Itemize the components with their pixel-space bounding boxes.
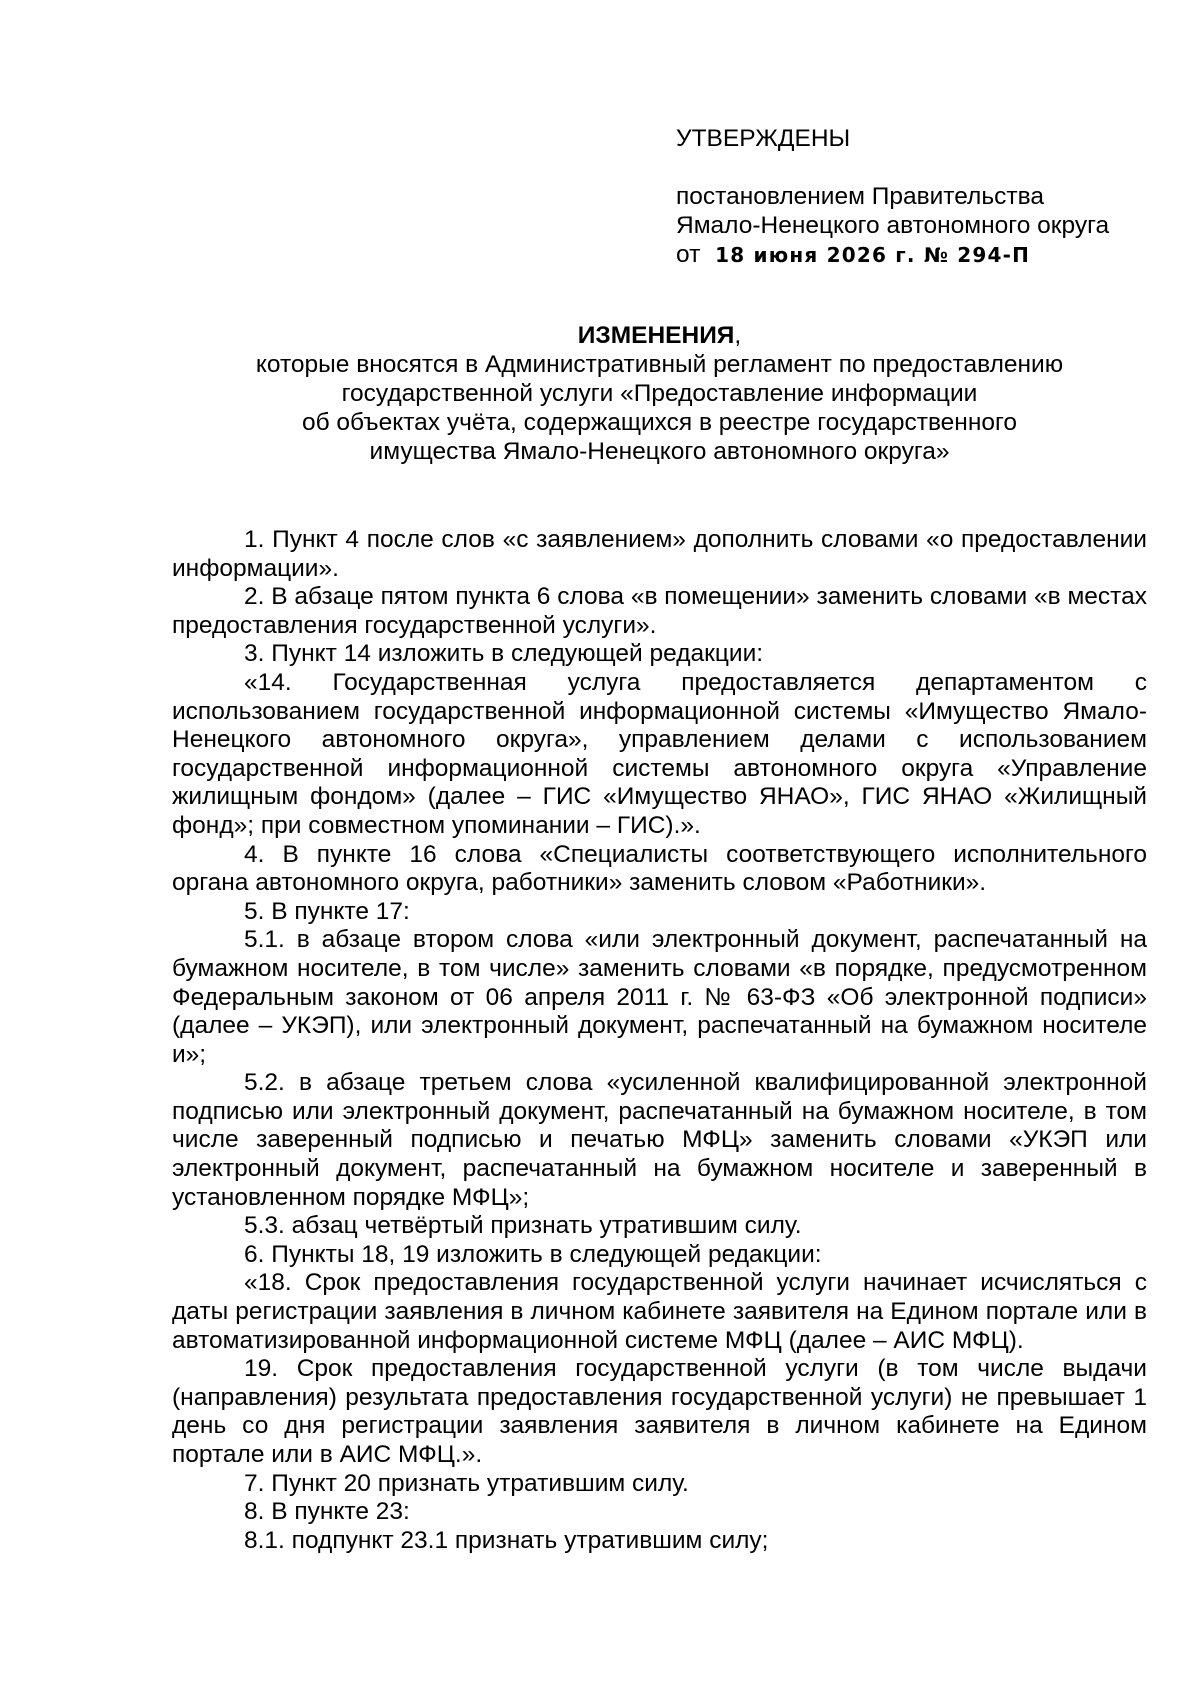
paragraph-1: 1. Пункт 4 после слов «с заявлением» дополнить словами «о предоставлении информации». bbox=[172, 526, 1147, 582]
decree-line-2: Ямало-Ненецкого автономного округа bbox=[676, 212, 1110, 239]
document-body bbox=[172, 526, 1147, 1555]
heading-title: ИЗМЕНЕНИЯ bbox=[577, 322, 735, 349]
paragraph-15: 8.1. подпункт 23.1 признать утратившим силу; bbox=[244, 1526, 769, 1554]
heading-line-1: которые вносятся в Административный регламент по предоставлению bbox=[255, 351, 1064, 378]
approval-stamp: УТВЕРЖДЕНЫ bbox=[676, 125, 851, 152]
heading-title-suffix: , bbox=[734, 322, 742, 349]
paragraph-7: 5.1. в абзаце втором слова «или электронный документ, распечатанный на бумажном носителе, в том числе» заменить словами «в порядке, предусмотренном Федеральным законом от 06 апреля 2011 г. № 63-ФЗ «Об электронной подписи» (далее – УКЭП), или электронный документ, распечатанный на бумажном носителе и»; bbox=[172, 926, 1147, 1068]
decree-date-line bbox=[676, 240, 1156, 270]
paragraph-2: 2. В абзаце пятом пункта 6 слова «в помещении» заменить словами «в местах предоставления государственной услуги». bbox=[172, 583, 1147, 639]
paragraph-4: «14. Государственная услуга предоставляется департаментом с использованием государственной информационной системы «Имущество Ямало-Ненецкого автономного округа», управлением делами с использованием государственной информационной системы автономного округа «Управление жилищным фондом» (далее – ГИС «Имущество ЯНАО», ГИС ЯНАО «Жилищный фонд»; при совместном упоминании – ГИС).». bbox=[172, 668, 1147, 839]
heading-title-line bbox=[172, 321, 1147, 350]
document-heading bbox=[172, 321, 1147, 466]
paragraph-9: 5.3. абзац четвёртый признать утратившим силу. bbox=[244, 1212, 802, 1240]
heading-line-2: государственной услуги «Предоставление информации bbox=[341, 380, 978, 407]
paragraph-13: 7. Пункт 20 признать утратившим силу. bbox=[244, 1469, 689, 1497]
paragraph-3: 3. Пункт 14 изложить в следующей редакции: bbox=[244, 640, 764, 668]
paragraph-11: «18. Срок предоставления государственной услуги начинает исчисляться с даты регистрации заявления в личном кабинете заявителя на Едином портале или в автоматизированной информационной системе МФЦ (далее – АИС МФЦ). bbox=[172, 1269, 1147, 1354]
decree-line-1: постановлением Правительства bbox=[676, 183, 1044, 210]
heading-line-3: об объектах учёта, содержащихся в реестре государственного bbox=[301, 409, 1018, 436]
paragraph-10: 6. Пункты 18, 19 изложить в следующей редакции: bbox=[244, 1240, 822, 1268]
heading-line-4: имущества Ямало-Ненецкого автономного округа» bbox=[369, 438, 950, 465]
date-prefix: от bbox=[676, 241, 701, 268]
approval-block bbox=[676, 124, 1156, 270]
paragraph-12: 19. Срок предоставления государственной услуги (в том числе выдачи (направления) результата предоставления государственной услуги) не превышает 1 день со дня регистрации заявления заявителя в личном кабинете на Едином портале или в АИС МФЦ.». bbox=[172, 1355, 1147, 1468]
paragraph-5: 4. В пункте 16 слова «Специалисты соответствующего исполнительного органа автономного округа, работники» заменить словом «Работники». bbox=[172, 840, 1147, 897]
paragraph-8: 5.2. в абзаце третьем слова «усиленной квалифицированной электронной подписью или электронный документ, распечатанный на бумажном носителе, в том числе заверенный подписью и печатью МФЦ» заменить словами «УКЭП или электронный документ, распечатанный на бумажном носителе и заверенный в установленном порядке МФЦ»; bbox=[172, 1069, 1147, 1211]
paragraph-14: 8. В пункте 23: bbox=[244, 1498, 410, 1526]
decree-date: 18 июня 2026 г. № 294-П bbox=[715, 243, 1031, 267]
paragraph-6: 5. В пункте 17: bbox=[244, 897, 410, 925]
